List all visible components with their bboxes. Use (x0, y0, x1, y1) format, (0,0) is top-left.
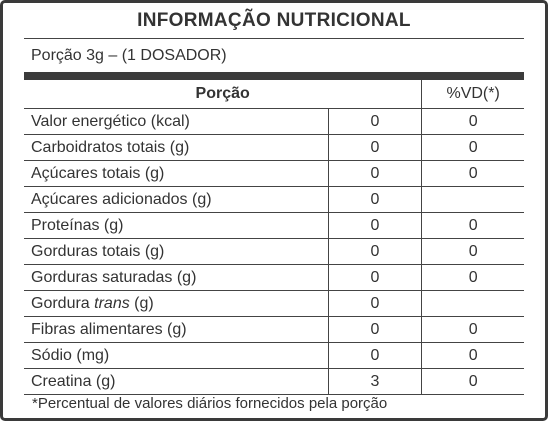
nutrient-value: 0 (328, 187, 422, 213)
nutrient-vd: 0 (422, 109, 524, 135)
nutrient-value: 0 (328, 213, 422, 239)
nutrient-vd: 0 (422, 265, 524, 291)
table-row (24, 109, 524, 135)
table-row (24, 265, 524, 291)
nutrient-value: 0 (328, 343, 422, 369)
nutrient-vd (422, 187, 524, 213)
nutrient-vd: 0 (422, 317, 524, 343)
nutrient-value: 3 (328, 369, 422, 395)
nutrient-name: Carboidratos totais (g) (24, 135, 328, 161)
nutrient-vd: 0 (422, 161, 524, 187)
table-row (24, 161, 524, 187)
nutrient-name-suffix: (g) (129, 294, 154, 312)
nutrient-name: Proteínas (g) (24, 213, 328, 239)
nutrient-name: Fibras alimentares (g) (24, 317, 328, 343)
table-row (24, 343, 524, 369)
nutrient-vd: 0 (422, 239, 524, 265)
nutrient-value: 0 (328, 265, 422, 291)
nutrient-name: Açúcares adicionados (g) (24, 187, 328, 213)
title-divider (24, 38, 524, 39)
nutrient-vd: 0 (422, 369, 524, 395)
nutrient-name (24, 291, 328, 317)
thick-divider (24, 72, 524, 80)
table-header-row (24, 80, 524, 109)
table-row (24, 291, 524, 317)
nutrition-table (24, 80, 524, 395)
nutrient-name: Valor energético (kcal) (24, 109, 328, 135)
nutrient-name: Açúcares totais (g) (24, 161, 328, 187)
nutrient-name: Creatina (g) (24, 369, 328, 395)
table-row (24, 213, 524, 239)
nutrient-value: 0 (328, 135, 422, 161)
nutrient-value: 0 (328, 239, 422, 265)
footnote: *Percentual de valores diários fornecidos pela porção (32, 395, 388, 412)
nutrient-name: Gorduras saturadas (g) (24, 265, 328, 291)
nutrient-name: Gorduras totais (g) (24, 239, 328, 265)
table-row (24, 317, 524, 343)
nutrient-vd: 0 (422, 213, 524, 239)
nutrient-name: Sódio (mg) (24, 343, 328, 369)
nutrient-name-italic: trans (94, 294, 130, 312)
nutrient-value: 0 (328, 291, 422, 317)
table-row (24, 239, 524, 265)
label-title: INFORMAÇÃO NUTRICIONAL (137, 10, 411, 31)
nutrient-vd (422, 291, 524, 317)
table-row (24, 135, 524, 161)
nutrient-vd: 0 (422, 343, 524, 369)
nutrient-vd: 0 (422, 135, 524, 161)
nutrient-value: 0 (328, 161, 422, 187)
portion-size: Porção 3g – (1 DOSADOR) (31, 47, 227, 64)
table-row (24, 369, 524, 395)
vd-column-header: %VD(*) (422, 80, 524, 109)
portion-column-header: Porção (24, 80, 422, 109)
nutrient-name-prefix: Gordura (31, 294, 95, 312)
nutrient-value: 0 (328, 109, 422, 135)
table-row (24, 187, 524, 213)
nutrient-value: 0 (328, 317, 422, 343)
